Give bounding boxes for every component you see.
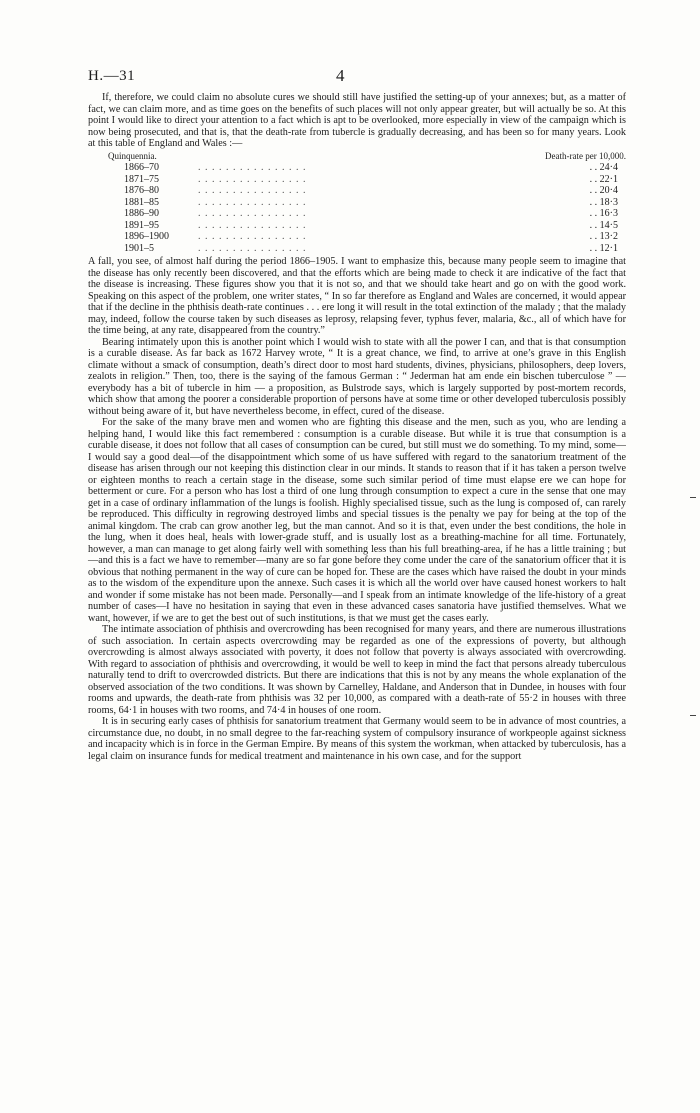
row-period: 1871–75 <box>124 173 159 185</box>
paragraph-brave-men: For the sake of the many brave men and women who are fighting this disease and the men, such as you, who are lending a helping hand, I would like this fact remembered : consumption is a curable disease. But while it is true that consumption is a curable disease, it does not follow that all cases of consumption can be cured, but still must we do something. To my mind, some—I would say a good deal—of the disappointment which some of us have suffered with regard to the sanatorium treatment of the disease has arisen through our not keeping this distinction clear in our minds. It stands to reason that if it has taken a person twelve or eighteen months to reach a certain stage in the disease, some such similar period of time must elapse ere we can hope for betterment or cure. For a person who has lost a third of one lung through consumption to expect a cure in the sense that one may get in a case of ordinary inflammation of the lungs is foolish. Highly specialised tissue, such as the lung is composed of, can rarely be reproduced. This difficulty in regrowing destroyed limbs and special tissues is the penalty we pay for being at the top of the animal kingdom. The crab can grow another leg, but the man cannot. And so it is that, even under the best conditions, the hole in the lung, when it does heal, heals with lower-grade stuff, and is usually lost as a breathing-machine for all time. Fortunately, however, a man can manage to get along fairly well with something less than his full breathing-area, if he has a little training ; but—and this is a fact we have to remember—many are so far gone before they come under the care of the sanatorium officer that it is obvious that nothing permanent in the way of cure can be hoped for. These are the cases which have raised the doubt in your minds as to the wisdom of the expenditure upon the annexe. Such cases it is which all the world over have caused honest workers to halt and wonder if some mistake has not been made. Personally—and I speak from an intimate knowledge of the life-history of a great number of cases—I have no hesitation in saying that even in these advanced cases sanatoria have justified themselves. What we want, however, if we are to get the best out of such institutions, is that we must get the cases early. <box>88 417 626 624</box>
table-row <box>88 197 626 209</box>
paragraph-intro: If, therefore, we could claim no absolute cures we should still have justified the setting-up of your annexes; but, as a matter of fact, we can claim more, and as time goes on the benefits of such places will not only appear greater, but will actually be so. At this point I would like to direct your attention to a fact which is apt to be overlooked, more especially in view of the campaign which is now being prosecuted, and that is, that the death-rate from tubercle is gradually decreasing, and has been so for many years. Look at this table of England and Wales :— <box>88 92 626 149</box>
leader-dots: . . . . . . . . . . . . . . . . <box>198 162 307 173</box>
table-row <box>88 231 626 243</box>
table-row <box>88 174 626 186</box>
row-rate: . . 14·5 <box>589 219 618 231</box>
page-number: 4 <box>336 66 345 85</box>
leader-dots: . . . . . . . . . . . . . . . . <box>198 208 307 219</box>
paragraph-overcrowding: The intimate association of phthisis and overcrowding has been recognised for many years, and there are numerous illustrations of such association. In certain aspects overcrowding may be regarded as one of the expressions of poverty, but although overcrowding is almost always associated with poverty, it does not follow that poverty is always associated with overcrowding. With regard to association of phthisis and overcrowding, it would be well to keep in mind the fact that persons already tuberculous naturally tend to drift to overcrowded districts. But there are indications that this is not by any means the whole explanation of the observed association of the two conditions. It was shown by Carnelley, Haldane, and Anderson that in Dundee, in houses with four rooms and upwards, the death-rate from phthisis was 32 per 10,000, as compared with a death-rate of 55·2 in houses with three rooms, 64·1 in houses with two rooms, and 74·4 in houses of one room. <box>88 624 626 716</box>
row-period: 1896–1900 <box>124 231 169 242</box>
leader-dots: . . . . . . . . . . . . . . . . <box>198 185 307 196</box>
table-header-quinquennia: Quinquennia. <box>108 150 157 161</box>
row-period: 1891–95 <box>124 219 159 231</box>
margin-mark <box>690 715 696 716</box>
table-row <box>88 162 626 174</box>
table-row <box>88 243 626 255</box>
row-period: 1876–80 <box>124 185 159 196</box>
row-rate: . . 20·4 <box>589 185 618 196</box>
paragraph-curable: Bearing intimately upon this is another point which I would wish to state with all the power I can, and that is that consumption is a curable disease. As far back as 1672 Harvey wrote, “ It is a great chance, we find, to arrive at one’s grave in this English climate without a smack of consumption, death’s direct door to most hard students, divines, physicians, philosophers, deep lovers, zealots in religion.” Then, too, there is the saying of the famous German : “ Jederman hat am ende ein bischen tuberculose ” — everybody has a bit of tubercle in him — a proposition, as Bulstrode says, which is largely supported by post-mortem records, which show that among the poorer a considerable proportion of persons have at some time or other developed tuberculosis possibly without being aware of it, but have nevertheless become, in effect, cured of the disease. <box>88 336 626 417</box>
page-header <box>88 66 626 92</box>
table-row <box>88 208 626 220</box>
row-period: 1886–90 <box>124 208 159 219</box>
paragraph-fall: A fall, you see, of almost half during the period 1866–1905. I want to emphasize this, because many people seem to imagine that the disease has only recently been discovered, and that the efforts which are being made to check it are indicative of the fact that the disease is increasing. These figures show you that it is not so, and that we should take heart and go on with the good work. Speaking on this aspect of the problem, one writer states, “ In so far therefore as England and Wales are concerned, it would appear that if the decline in the phthisis death-rate continues . . . ere long it will result in the total extinction of the malady ; that the malady may, indeed, follow the course taken by such diseases as leprosy, relapsing fever, typhus fever, malaria, &c., all of which have for the time being, at any rate, disappeared from the country.” <box>88 256 626 336</box>
paragraph-germany: It is in securing early cases of phthisis for sanatorium treatment that Germany would seem to be in advance of most countries, a circumstance due, no doubt, in no small degree to the far-reaching system of compulsory insurance of workpeople against sickness and incapacity which is in force in the German Empire. By means of this system the workman, when attacked by tuberculosis, has a legal claim on insurance funds for medical treatment and maintenance in his own case, and for the support <box>88 716 626 762</box>
table-header <box>88 151 626 163</box>
leader-dots: . . . . . . . . . . . . . . . . <box>198 242 307 254</box>
margin-mark <box>690 497 696 498</box>
row-rate: . . 18·3 <box>589 196 618 208</box>
leader-dots: . . . . . . . . . . . . . . . . <box>198 219 307 231</box>
row-period: 1881–85 <box>124 196 159 208</box>
row-rate: . . 22·1 <box>589 173 618 185</box>
document-page <box>88 66 626 762</box>
table-row <box>88 220 626 232</box>
leader-dots: . . . . . . . . . . . . . . . . <box>198 173 307 185</box>
table-header-death-rate: Death-rate per 10,000. <box>545 150 626 161</box>
row-rate: . . 13·2 <box>589 231 618 242</box>
leader-dots: . . . . . . . . . . . . . . . . <box>198 231 307 242</box>
table-row <box>88 185 626 197</box>
row-period: 1901–5 <box>124 242 154 254</box>
death-rate-table <box>88 151 626 255</box>
row-rate: . . 16·3 <box>589 208 618 219</box>
document-reference: H.—31 <box>88 68 136 84</box>
row-rate: . . 24·4 <box>589 162 618 173</box>
row-rate: . . 12·1 <box>589 242 618 254</box>
row-period: 1866–70 <box>124 162 159 173</box>
leader-dots: . . . . . . . . . . . . . . . . <box>198 196 307 208</box>
